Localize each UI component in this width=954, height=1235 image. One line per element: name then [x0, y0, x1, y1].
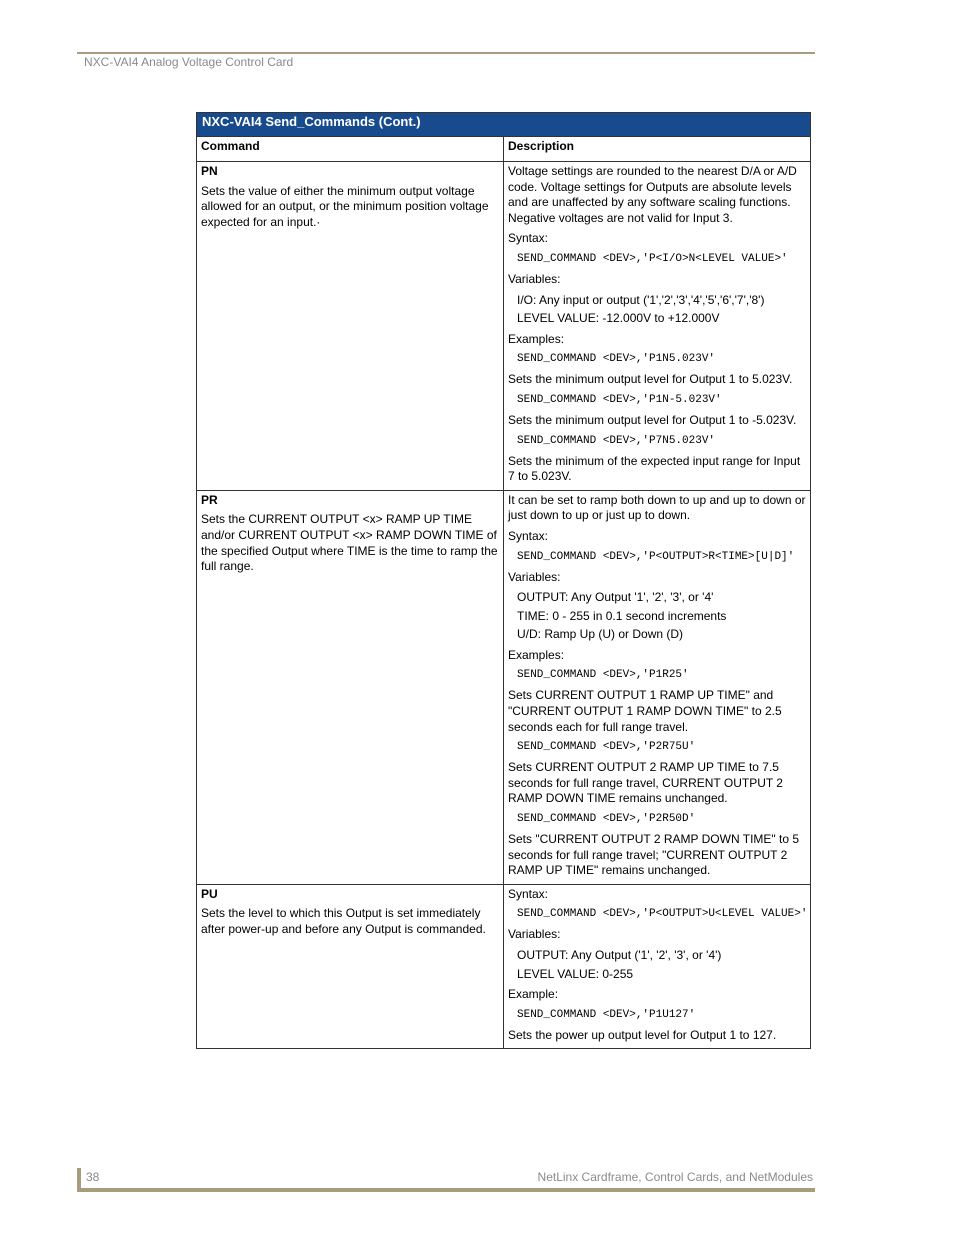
example-description: Sets CURRENT OUTPUT 2 RAMP UP TIME to 7.5 seconds for full range travel, CURRENT OUTPUT 2 RAMP DOWN TIME remains unchanged.	[508, 760, 783, 806]
example-description: Sets the minimum of the expected input range for Input 7 to 5.023V.	[508, 453, 801, 484]
variable-item: U/D: Ramp Up (U) or Down (D)	[517, 627, 684, 642]
variable-item: OUTPUT: Any Output '1', '2', '3', or '4'	[517, 590, 714, 605]
example-code: SEND_COMMAND <DEV>,'P1R25'	[517, 669, 689, 682]
description-intro: It can be set to ramp both down to up and up to down or just down to up or just up to down.	[508, 492, 806, 523]
example-code: SEND_COMMAND <DEV>,'P2R75U'	[517, 741, 696, 754]
table-row	[197, 162, 811, 491]
example-code: SEND_COMMAND <DEV>,'P2R50D'	[517, 813, 696, 826]
command-summary: Sets the value of either the minimum output voltage allowed for an output, or the minimum position voltage expected for an input.·	[201, 183, 489, 229]
variables-label: Variables:	[508, 927, 561, 942]
variable-item: I/O: Any input or output ('1','2','3','4','5','6','7','8')	[517, 292, 765, 307]
description-cell	[504, 162, 811, 491]
syntax-label: Syntax:	[508, 231, 549, 246]
send-commands-table	[196, 112, 811, 1049]
table-row	[197, 490, 811, 884]
command-name: PN	[201, 164, 218, 178]
page-number: 38	[86, 1170, 100, 1184]
example-code: SEND_COMMAND <DEV>,'P1N5.023V'	[517, 353, 716, 366]
examples-label: Examples:	[508, 331, 565, 346]
command-name: PR	[201, 492, 218, 507]
running-footer: NetLinx Cardframe, Control Cards, and NetModules	[537, 1170, 813, 1184]
command-cell	[197, 884, 504, 1049]
running-header: NXC-VAI4 Analog Voltage Control Card	[84, 55, 294, 69]
variable-item: TIME: 0 - 255 in 0.1 second increments	[517, 608, 727, 623]
example-description: Sets the power up output level for Output 1 to 127.	[508, 1027, 777, 1042]
variables-label: Variables:	[508, 569, 561, 584]
command-cell	[197, 490, 504, 884]
example-code: SEND_COMMAND <DEV>,'P1N-5.023V'	[517, 393, 722, 406]
table-title: NXC-VAI4 Send_Commands (Cont.)	[197, 113, 811, 137]
variable-item: LEVEL VALUE: -12.000V to +12.000V	[517, 311, 720, 326]
variable-item: LEVEL VALUE: 0-255	[517, 966, 634, 981]
header-rule	[77, 52, 815, 54]
column-header-description: Description	[504, 137, 811, 162]
variable-item: OUTPUT: Any Output ('1', '2', '3', or '4')	[517, 948, 722, 962]
command-summary: Sets the level to which this Output is set immediately after power-up and before any Output is commanded.	[201, 906, 486, 936]
command-name: PU	[201, 886, 218, 901]
syntax-label: Syntax:	[508, 886, 549, 901]
table-row	[197, 884, 811, 1049]
syntax-code: SEND_COMMAND <DEV>,'P<I/O>N<LEVEL VALUE>'	[517, 252, 788, 265]
example-label: Example:	[508, 987, 559, 1002]
description-cell	[504, 884, 811, 1049]
footer-rule	[77, 1188, 815, 1192]
example-description: Sets the minimum output level for Output 1 to 5.023V.	[508, 372, 793, 387]
command-cell	[197, 162, 504, 491]
example-description: Sets "CURRENT OUTPUT 2 RAMP DOWN TIME" to 5 seconds for full range travel; "CURRENT OUTPUT 2 RAMP UP TIME" remains unchanged.	[508, 832, 800, 878]
column-header-command: Command	[197, 137, 504, 162]
examples-label: Examples:	[508, 647, 565, 662]
description-intro: Voltage settings are rounded to the nearest D/A or A/D code. Voltage settings for Outputs are absolute levels and are unaffected by any software scaling functions. Negative voltages are not valid for Input 3.	[508, 164, 797, 225]
variables-label: Variables:	[508, 271, 561, 286]
example-description: Sets the minimum output level for Output 1 to -5.023V.	[508, 412, 797, 427]
description-cell	[504, 490, 811, 884]
example-code: SEND_COMMAND <DEV>,'P1U127'	[517, 1008, 696, 1021]
syntax-label: Syntax:	[508, 528, 549, 543]
example-description: Sets CURRENT OUTPUT 1 RAMP UP TIME" and "CURRENT OUTPUT 1 RAMP DOWN TIME" to 2.5 seconds each for full range travel.	[508, 688, 782, 734]
syntax-code: SEND_COMMAND <DEV>,'P<OUTPUT>U<LEVEL VALUE>'	[517, 908, 808, 921]
command-summary: Sets the CURRENT OUTPUT <x> RAMP UP TIME and/or CURRENT OUTPUT <x> RAMP DOWN TIME of the specified Output where TIME is the time to ramp the full range.	[201, 512, 498, 574]
syntax-code: SEND_COMMAND <DEV>,'P<OUTPUT>R<TIME>[U|D]'	[517, 550, 795, 563]
example-code: SEND_COMMAND <DEV>,'P7N5.023V'	[517, 434, 716, 447]
